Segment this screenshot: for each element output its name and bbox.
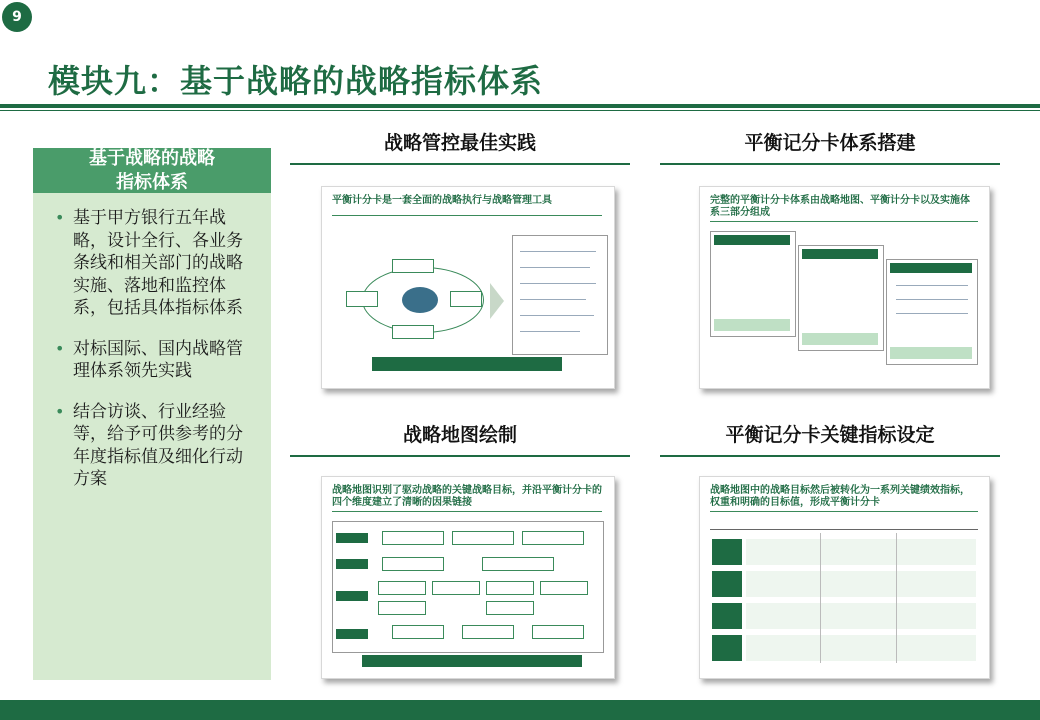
thumbnail-title: 战略地图中的战略目标然后被转化为一系列关键绩效指标，权重和明确的目标值，形成平衡计分卡 <box>710 485 970 508</box>
thumbnail-node <box>486 581 534 595</box>
thumbnail-column-header <box>802 249 878 259</box>
thumbnail-list-box <box>512 235 608 355</box>
thumbnail-text-line <box>520 283 596 284</box>
thumbnail-table-row <box>746 539 976 565</box>
sidebar-heading-text: 基于战略的战略 指标体系 <box>89 148 215 193</box>
thumbnail-table-row <box>746 635 976 661</box>
panel-divider <box>290 455 630 457</box>
sidebar <box>33 148 271 680</box>
page-number: 9 <box>12 9 22 25</box>
sidebar-bullet-list <box>33 193 271 491</box>
thumbnail-text-line <box>520 267 590 268</box>
thumbnail-row-label <box>712 603 742 629</box>
sidebar-bullet-text: 结合访谈、行业经验等，给予可供参考的分年度指标值及细化行动方案 <box>73 401 243 489</box>
thumbnail-node <box>522 531 584 545</box>
slide-thumbnail-strategy-control[interactable] <box>321 186 615 389</box>
panel-divider <box>290 163 630 165</box>
thumbnail-node <box>382 557 444 571</box>
thumbnail-node <box>378 601 426 615</box>
thumbnail-box <box>450 291 482 307</box>
thumbnail-column-header <box>890 263 972 273</box>
thumbnail-text-line <box>520 331 580 332</box>
thumbnail-node <box>540 581 588 595</box>
thumbnail-node <box>382 531 444 545</box>
bullet-dot-icon: • <box>55 338 65 358</box>
bullet-dot-icon: • <box>55 401 65 421</box>
sidebar-bullet <box>55 338 253 383</box>
thumbnail-table-header-rule <box>710 529 978 530</box>
sidebar-bullet <box>55 207 253 320</box>
thumbnail-row-label <box>336 629 368 639</box>
thumbnail-row-label <box>712 635 742 661</box>
thumbnail-node <box>482 557 554 571</box>
footer-bar <box>0 700 1040 720</box>
panel-divider <box>660 163 1000 165</box>
thumbnail-title: 战略地图识别了驱动战略的关键战略目标，并沿平衡计分卡的四个维度建立了清晰的因果链接 <box>332 485 602 508</box>
thumbnail-rule <box>710 221 978 222</box>
page-title: 模块九：基于战略的战略指标体系 <box>48 62 544 100</box>
thumbnail-column-header <box>714 235 790 245</box>
thumbnail-col-divider <box>820 533 821 663</box>
thumbnail-node <box>532 625 584 639</box>
thumbnail-title: 完整的平衡计分卡体系由战略地图、平衡计分卡以及实施体系三部分组成 <box>710 195 970 218</box>
sidebar-bullet-text: 对标国际、国内战略管理体系领先实践 <box>73 338 243 381</box>
thumbnail-table-row <box>746 603 976 629</box>
thumbnail-node <box>486 601 534 615</box>
sidebar-bullet-text: 基于甲方银行五年战略，设计全行、各业务条线和相关部门的战略实施、落地和监控体系，包括具体指标体系 <box>73 208 243 318</box>
thumbnail-note <box>714 319 790 331</box>
bullet-dot-icon: • <box>55 208 65 227</box>
panel-title-strategy-control: 战略管控最佳实践 <box>383 132 536 154</box>
thumbnail-node <box>452 531 514 545</box>
page-number-badge <box>2 2 32 32</box>
sidebar-bullet <box>55 401 253 491</box>
thumbnail-rule <box>710 511 978 512</box>
slide-thumbnail-bsc-kpi[interactable] <box>699 476 990 679</box>
thumbnail-rule <box>332 511 602 512</box>
thumbnail-note <box>802 333 878 345</box>
thumbnail-arrow-icon <box>490 283 504 319</box>
thumbnail-banner <box>362 655 582 667</box>
thumbnail-rule <box>332 215 602 216</box>
thumbnail-node <box>432 581 480 595</box>
thumbnail-box <box>346 291 378 307</box>
thumbnail-grid-line <box>896 285 968 286</box>
thumbnail-box <box>392 259 434 273</box>
thumbnail-col-divider <box>896 533 897 663</box>
panel-title-strategy-map: 战略地图绘制 <box>402 424 517 446</box>
thumbnail-note <box>890 347 972 359</box>
slide-thumbnail-bsc-build[interactable] <box>699 186 990 389</box>
thumbnail-row-label <box>336 591 368 601</box>
thumbnail-title: 平衡计分卡是一套全面的战略执行与战略管理工具 <box>332 195 552 206</box>
panel-divider <box>660 455 1000 457</box>
thumbnail-node <box>462 625 514 639</box>
thumbnail-text-line <box>520 251 596 252</box>
panel-title-bsc-kpi: 平衡记分卡关键指标设定 <box>725 424 935 446</box>
thumbnail-row-label <box>712 539 742 565</box>
panel-title-bsc-build: 平衡记分卡体系搭建 <box>744 132 916 154</box>
thumbnail-box <box>392 325 434 339</box>
thumbnail-row-label <box>336 533 368 543</box>
thumbnail-node <box>378 581 426 595</box>
thumbnail-node <box>392 625 444 639</box>
thumbnail-grid-line <box>896 313 968 314</box>
thumbnail-text-line <box>520 299 586 300</box>
thumbnail-diagram-core <box>402 287 438 313</box>
title-divider-thin <box>0 110 1040 111</box>
thumbnail-banner <box>372 357 562 371</box>
thumbnail-grid-line <box>896 299 968 300</box>
title-divider <box>0 104 1040 108</box>
slide-thumbnail-strategy-map[interactable] <box>321 476 615 679</box>
thumbnail-text-line <box>520 315 594 316</box>
thumbnail-row-label <box>336 559 368 569</box>
thumbnail-table-row <box>746 571 976 597</box>
sidebar-heading <box>33 148 271 193</box>
thumbnail-row-label <box>712 571 742 597</box>
